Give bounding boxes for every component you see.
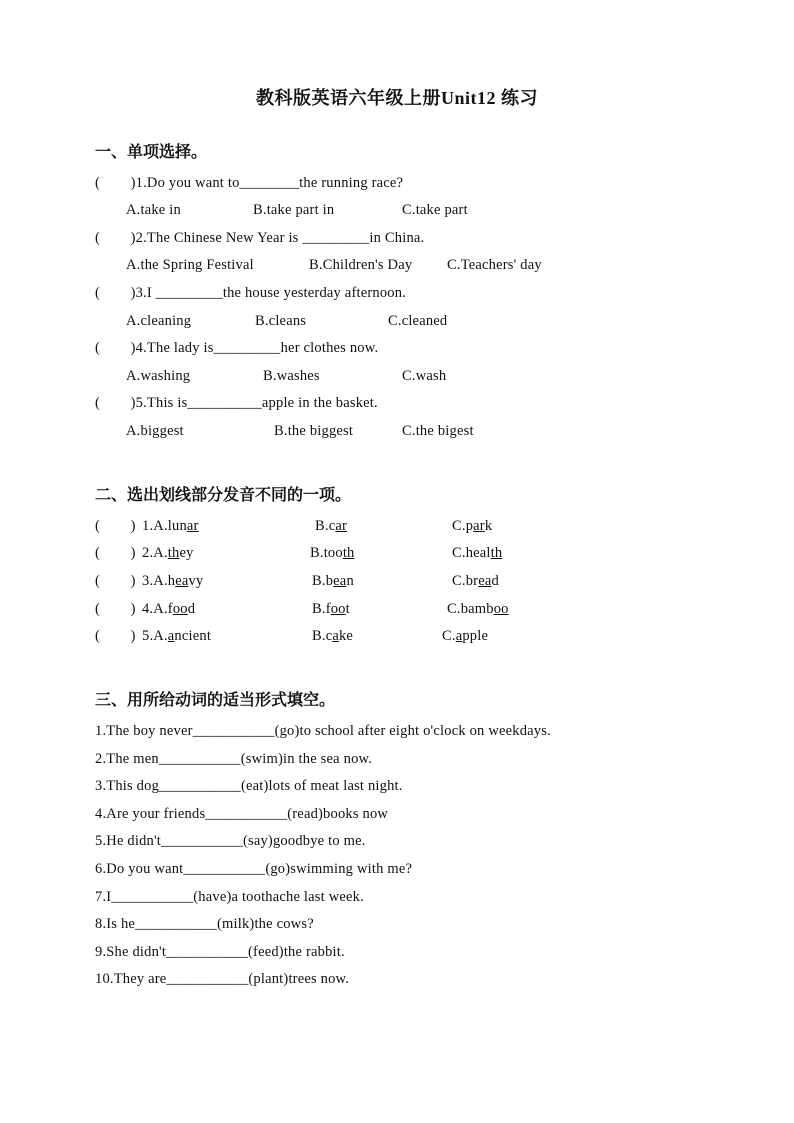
q3-option-a: A.cleaning — [126, 313, 192, 329]
q4-stem: ( )4.The lady is_________her clothes now. — [95, 340, 379, 356]
q5-option-b: B.the biggest — [274, 423, 354, 439]
s2-row1-option-b: B.car — [315, 518, 348, 534]
fill-item-10: 10.They are___________(plant)trees now. — [95, 971, 350, 987]
fill-item-6: 6.Do you want___________(go)swimming with me? — [95, 861, 413, 877]
s2-row1-paren: ( ) — [95, 518, 136, 534]
fill-item-8: 8.Is he___________(milk)the cows? — [95, 916, 314, 932]
q4-option-b: B.washes — [263, 368, 320, 384]
fill-item-4: 4.Are your friends___________(read)books now — [95, 806, 389, 822]
s2-row1-option-a: 1.A.lunar — [142, 518, 199, 534]
s2-row5-paren: ( ) — [95, 628, 136, 644]
s2-row4-option-a: 4.A.food — [142, 601, 196, 617]
q4-option-a: A.washing — [126, 368, 191, 384]
s2-row3-paren: ( ) — [95, 573, 136, 589]
q2-stem: ( )2.The Chinese New Year is _________in China. — [95, 230, 425, 246]
s2-row3-option-c: C.bread — [452, 573, 499, 589]
q5-option-c: C.the bigest — [402, 423, 474, 439]
fill-item-5: 5.He didn't___________(say)goodbye to me. — [95, 833, 366, 849]
section1-heading: 一、单项选择。 — [95, 144, 208, 161]
q1-option-a: A.take in — [126, 202, 181, 218]
fill-item-3: 3.This dog___________(eat)lots of meat last night. — [95, 778, 403, 794]
s2-row4-option-c: C.bamboo — [447, 601, 509, 617]
s2-row1-option-c: C.park — [452, 518, 493, 534]
s2-row5-option-c: C.apple — [442, 628, 489, 644]
fill-item-2: 2.The men___________(swim)in the sea now. — [95, 751, 373, 767]
q1-stem: ( )1.Do you want to________the running race? — [95, 175, 404, 191]
q5-option-a: A.biggest — [126, 423, 184, 439]
fill-item-9: 9.She didn't___________(feed)the rabbit. — [95, 944, 345, 960]
fill-item-1: 1.The boy never___________(go)to school after eight o'clock on weekdays. — [95, 723, 551, 739]
s2-row3-option-a: 3.A.heavy — [142, 573, 204, 589]
q1-option-b: B.take part in — [253, 202, 335, 218]
q1-option-c: C.take part — [402, 202, 468, 218]
s2-row2-paren: ( ) — [95, 545, 136, 561]
q3-option-b: B.cleans — [255, 313, 307, 329]
fill-item-7: 7.I___________(have)a toothache last week. — [95, 889, 364, 905]
q3-stem: ( )3.I _________the house yesterday afternoon. — [95, 285, 406, 301]
s2-row4-paren: ( ) — [95, 601, 136, 617]
q4-option-c: C.wash — [402, 368, 447, 384]
q2-option-b: B.Children's Day — [309, 257, 413, 273]
s2-row4-option-b: B.foot — [312, 601, 350, 617]
s2-row2-option-a: 2.A.they — [142, 545, 194, 561]
s2-row5-option-b: B.cake — [312, 628, 354, 644]
s2-row5-option-a: 5.A.ancient — [142, 628, 212, 644]
section3-heading: 三、用所给动词的适当形式填空。 — [95, 692, 336, 709]
s2-row3-option-b: B.bean — [312, 573, 354, 589]
q2-option-a: A.the Spring Festival — [126, 257, 254, 273]
q3-option-c: C.cleaned — [388, 313, 448, 329]
s2-row2-option-c: C.health — [452, 545, 503, 561]
s2-row2-option-b: B.tooth — [310, 545, 355, 561]
q5-stem: ( )5.This is__________apple in the basket. — [95, 395, 378, 411]
page-title: 教科版英语六年级上册Unit12 练习 — [255, 88, 538, 108]
section2-heading: 二、选出划线部分发音不同的一项。 — [95, 487, 352, 504]
q2-option-c: C.Teachers' day — [447, 257, 542, 273]
